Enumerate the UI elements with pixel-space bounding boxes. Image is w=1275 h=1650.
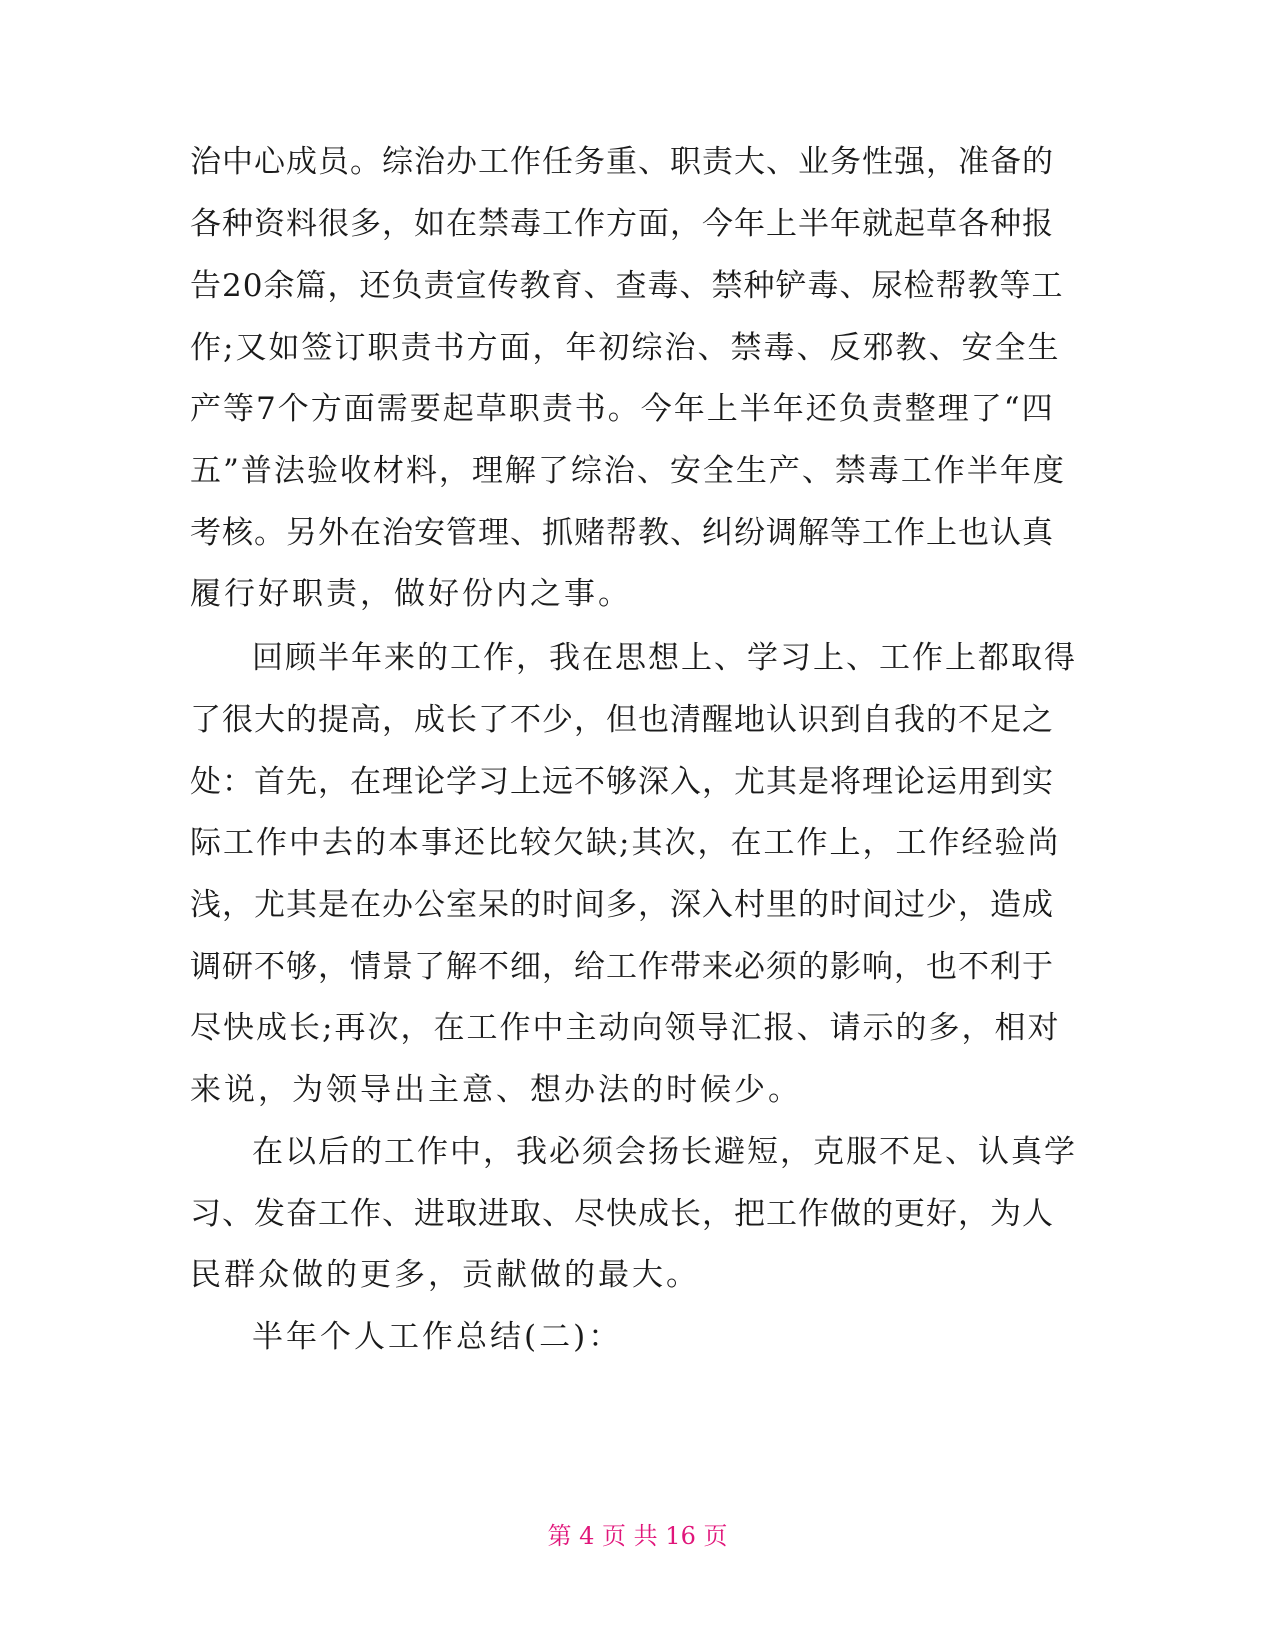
- text-line: 浅，尤其是在办公室呆的时间多，深入村里的时间过少，造成: [190, 887, 1054, 923]
- paragraph-start-line: 回顾半年来的工作，我在思想上、学习上、工作上都取得: [252, 640, 1077, 676]
- text-line: 调研不够，情景了解不细，给工作带来必须的影响，也不利于: [190, 949, 1054, 985]
- text-line: 习、发奋工作、进取进取、尽快成长，把工作做的更好，为人: [190, 1196, 1054, 1232]
- text-line: 来说，为领导出主意、想办法的时候少。: [190, 1072, 802, 1108]
- text-line: 际工作中去的本事还比较欠缺;其次，在工作上，工作经验尚: [190, 825, 1061, 861]
- text-line: 各种资料很多，如在禁毒工作方面，今年上半年就起草各种报: [190, 206, 1054, 242]
- section-heading: 半年个人工作总结(二)：: [252, 1319, 623, 1355]
- paragraph-start-line: 在以后的工作中，我必须会扬长避短，克服不足、认真学: [252, 1134, 1077, 1170]
- text-line: 五”普法验收材料，理解了综治、安全生产、禁毒工作半年度: [190, 453, 1066, 489]
- page-number: 第 4 页 共 16 页: [547, 1522, 728, 1550]
- text-line: 处：首先，在理论学习上远不够深入，尤其是将理论运用到实: [190, 764, 1054, 800]
- text-line: 尽快成长;再次，在工作中主动向领导汇报、请示的多，相对: [190, 1010, 1061, 1046]
- text-line: 产等7个方面需要起草职责书。今年上半年还负责整理了“四: [190, 391, 1055, 427]
- text-line: 考核。另外在治安管理、抓赌帮教、纠纷调解等工作上也认真: [190, 515, 1054, 551]
- text-line: 告20余篇，还负责宣传教育、查毒、禁种铲毒、尿检帮教等工: [190, 268, 1064, 304]
- text-line: 治中心成员。综治办工作任务重、职责大、业务性强，准备的: [190, 144, 1054, 180]
- text-line: 民群众做的更多，贡献做的最大。: [190, 1257, 700, 1293]
- text-line: 作;又如签订职责书方面，年初综治、禁毒、反邪教、安全生: [190, 330, 1061, 366]
- text-line: 了很大的提高，成长了不少，但也清醒地认识到自我的不足之: [190, 702, 1054, 738]
- text-line: 履行好职责，做好份内之事。: [190, 576, 632, 612]
